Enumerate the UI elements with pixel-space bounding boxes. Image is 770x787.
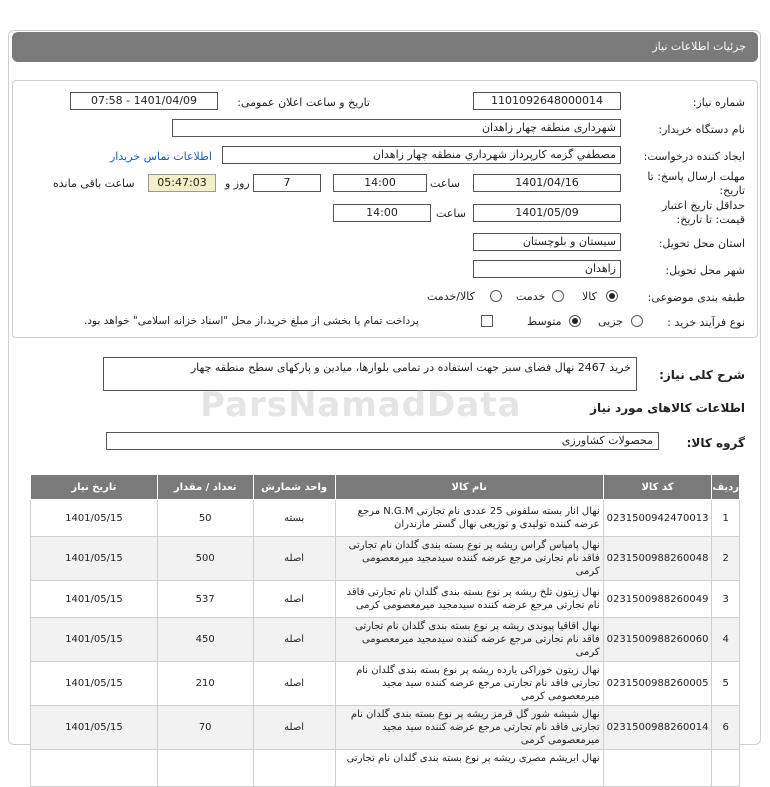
cell-qty: 70 [157, 706, 253, 750]
buyer-org-field[interactable]: شهرداری منطقه چهار زاهدان [172, 119, 621, 137]
cell-unit: اصله [253, 706, 335, 750]
validity-label-2: قیمت: تا تاریخ: [676, 213, 745, 226]
table-row[interactable] [31, 500, 740, 537]
process-minor-label: جزیی [598, 315, 624, 328]
table-row[interactable] [31, 662, 740, 706]
buyer-contact-link[interactable]: اطلاعات تماس خریدار [110, 150, 212, 163]
treasury-payment-checkbox[interactable] [481, 315, 493, 327]
cell-date: 1401/05/15 [31, 618, 158, 662]
deadline-time-label: ساعت [430, 177, 460, 190]
remaining-label: ساعت باقی مانده [53, 177, 135, 190]
cell-unit: اصله [253, 581, 335, 618]
cell-code [603, 750, 712, 787]
cell-index: 3 [712, 581, 740, 618]
cell-qty: 50 [157, 500, 253, 537]
cell-code: 0231500988260060 [603, 618, 712, 662]
col-code: کد کالا [603, 475, 712, 500]
goods-group-field[interactable]: محصولات کشاورزی [106, 432, 659, 450]
cell-unit: اصله [253, 537, 335, 581]
description-field[interactable]: خرید 2467 نهال فضای سبز جهت استفاده در تمامی بلوارها، میادین و پارکهای سطح منطقه چهار [103, 357, 637, 391]
cell-index [712, 750, 740, 787]
validity-time-field[interactable]: 14:00 [333, 204, 431, 222]
remaining-time-field: 05:47:03 [148, 174, 216, 192]
deadline-label: مهلت ارسال پاسخ: تا [647, 170, 745, 183]
goods-group-label: گروه کالا: [686, 436, 745, 450]
city-field[interactable]: زاهدان [473, 260, 621, 278]
category-label: طبقه بندی موضوعی: [647, 291, 745, 304]
cell-name: نهال اقاقیا پیوندی ریشه پر نوع بسته بندی گلدان نام تجارتی فاقد نام تجارتی مرجع عرضه کننده سیدمجید میرمعصومی کرمی [335, 618, 603, 662]
goods-section-title: اطلاعات کالاهای مورد نیاز [590, 401, 745, 415]
cell-code: 0231500988260014 [603, 706, 712, 750]
cell-name: نهال پامپاس گراس ریشه پر نوع بسته بندی گلدان نام تجارتی فاقد نام تجارتی مرجع عرضه کننده سیدمجید میرمعصومی کرمی [335, 537, 603, 581]
description-label: شرح کلی نیاز: [659, 368, 745, 382]
table-row[interactable] [31, 537, 740, 581]
cell-index: 2 [712, 537, 740, 581]
cell-date: 1401/05/15 [31, 500, 158, 537]
cell-unit: اصله [253, 662, 335, 706]
city-label: شهر محل تحویل: [665, 264, 745, 277]
cell-qty: 537 [157, 581, 253, 618]
cell-name: نهال شیشه شور گل قرمز ریشه پر نوع بسته بندی گلدان نام تجارتی فاقد نام تجارتی مرجع عرضه کننده سید مجید میرمعصومی کرمی [335, 706, 603, 750]
cell-code: 0231500988260005 [603, 662, 712, 706]
cell-index: 6 [712, 706, 740, 750]
col-unit: واحد شمارش [253, 475, 335, 500]
days-field[interactable]: 7 [253, 174, 321, 192]
cell-code: 0231500988260049 [603, 581, 712, 618]
province-label: استان محل تحویل: [658, 237, 745, 250]
validity-time-label: ساعت [436, 207, 466, 220]
cell-name: نهال زیتون تلخ ریشه پر نوع بسته بندی گلدان نام تجارتی فاقد نام تجارتی مرجع عرضه کننده سیدمجید میرمعصومی کرمی [335, 581, 603, 618]
page-title: جزئیات اطلاعات نیاز [652, 40, 746, 53]
goods-table-header [31, 475, 740, 500]
col-index: ردیف [712, 475, 740, 500]
deadline-time-field[interactable]: 14:00 [333, 174, 427, 192]
treasury-payment-note: پرداخت تمام یا بخشی از مبلغ خرید،از محل "اسناد خزانه اسلامی" خواهد بود. [84, 315, 419, 327]
cell-qty: 450 [157, 618, 253, 662]
category-goods-label: کالا [582, 290, 597, 303]
category-both-radio[interactable] [490, 290, 502, 302]
cell-date [31, 750, 158, 787]
announce-label: تاریخ و ساعت اعلان عمومی: [237, 96, 370, 109]
need-number-label: شماره نیاز: [692, 96, 745, 109]
validity-label: حداقل تاریخ اعتبار [661, 199, 745, 212]
cell-qty: 500 [157, 537, 253, 581]
cell-qty [157, 750, 253, 787]
cell-code: 0231500988260048 [603, 537, 712, 581]
deadline-label-2: تاریخ: [719, 184, 745, 197]
deadline-date-field[interactable]: 1401/04/16 [473, 174, 621, 192]
process-minor-radio[interactable] [631, 315, 643, 327]
table-row[interactable] [31, 581, 740, 618]
col-date: تاریخ نیاز [31, 475, 158, 500]
cell-index: 1 [712, 500, 740, 537]
creator-label: ایجاد کننده درخواست: [643, 150, 745, 163]
cell-qty: 210 [157, 662, 253, 706]
category-service-radio[interactable] [552, 290, 564, 302]
validity-date-field[interactable]: 1401/05/09 [473, 204, 621, 222]
cell-unit: اصله [253, 618, 335, 662]
days-label: روز و [225, 177, 250, 190]
cell-name: نهال زیتون خوراکی یارده ریشه پر نوع بسته بندی گلدان نام تجارتی فاقد نام تجارتی مرجع عرضه کننده سید مجید میرمعصومی کرمی [335, 662, 603, 706]
creator-field[interactable]: مصطفي گزمه کارپرداز شهرداري منطقه چهار زاهدان [222, 146, 621, 164]
cell-code: 0231500942470013 [603, 500, 712, 537]
category-both-label: کالا/خدمت [427, 290, 475, 303]
cell-unit [253, 750, 335, 787]
announce-field[interactable]: 1401/04/09 - 07:58 [70, 92, 218, 110]
table-row[interactable] [31, 618, 740, 662]
col-name: نام کالا [335, 475, 603, 500]
cell-date: 1401/05/15 [31, 537, 158, 581]
category-goods-radio[interactable] [606, 290, 618, 302]
buyer-org-label: نام دستگاه خریدار: [658, 123, 745, 136]
need-number-field[interactable]: 1101092648000014 [473, 92, 621, 110]
category-service-label: خدمت [516, 290, 546, 303]
cell-index: 5 [712, 662, 740, 706]
province-field[interactable]: سیستان و بلوچستان [473, 233, 621, 251]
cell-name: نهال ابریشم مصری ریشه پر نوع بسته بندی گلدان نام تجارتی [335, 750, 603, 787]
cell-unit: بسته [253, 500, 335, 537]
process-medium-radio[interactable] [569, 315, 581, 327]
process-medium-label: متوسط [527, 315, 562, 328]
cell-index: 4 [712, 618, 740, 662]
cell-name: نهال انار بسته سلفونی 25 عددی نام تجارتی N.G.M مرجع عرضه کننده تولیدی و توزیعی نهال گستر مازندران [335, 500, 603, 537]
table-row[interactable] [31, 706, 740, 750]
col-qty: تعداد / مقدار [157, 475, 253, 500]
cell-date: 1401/05/15 [31, 662, 158, 706]
table-row[interactable] [31, 750, 740, 787]
title-bar [12, 32, 758, 62]
watermark: ParsNamadData [200, 385, 522, 425]
process-label: نوع فرآیند خرید : [667, 316, 745, 329]
cell-date: 1401/05/15 [31, 706, 158, 750]
goods-table [30, 474, 740, 787]
cell-date: 1401/05/15 [31, 581, 158, 618]
